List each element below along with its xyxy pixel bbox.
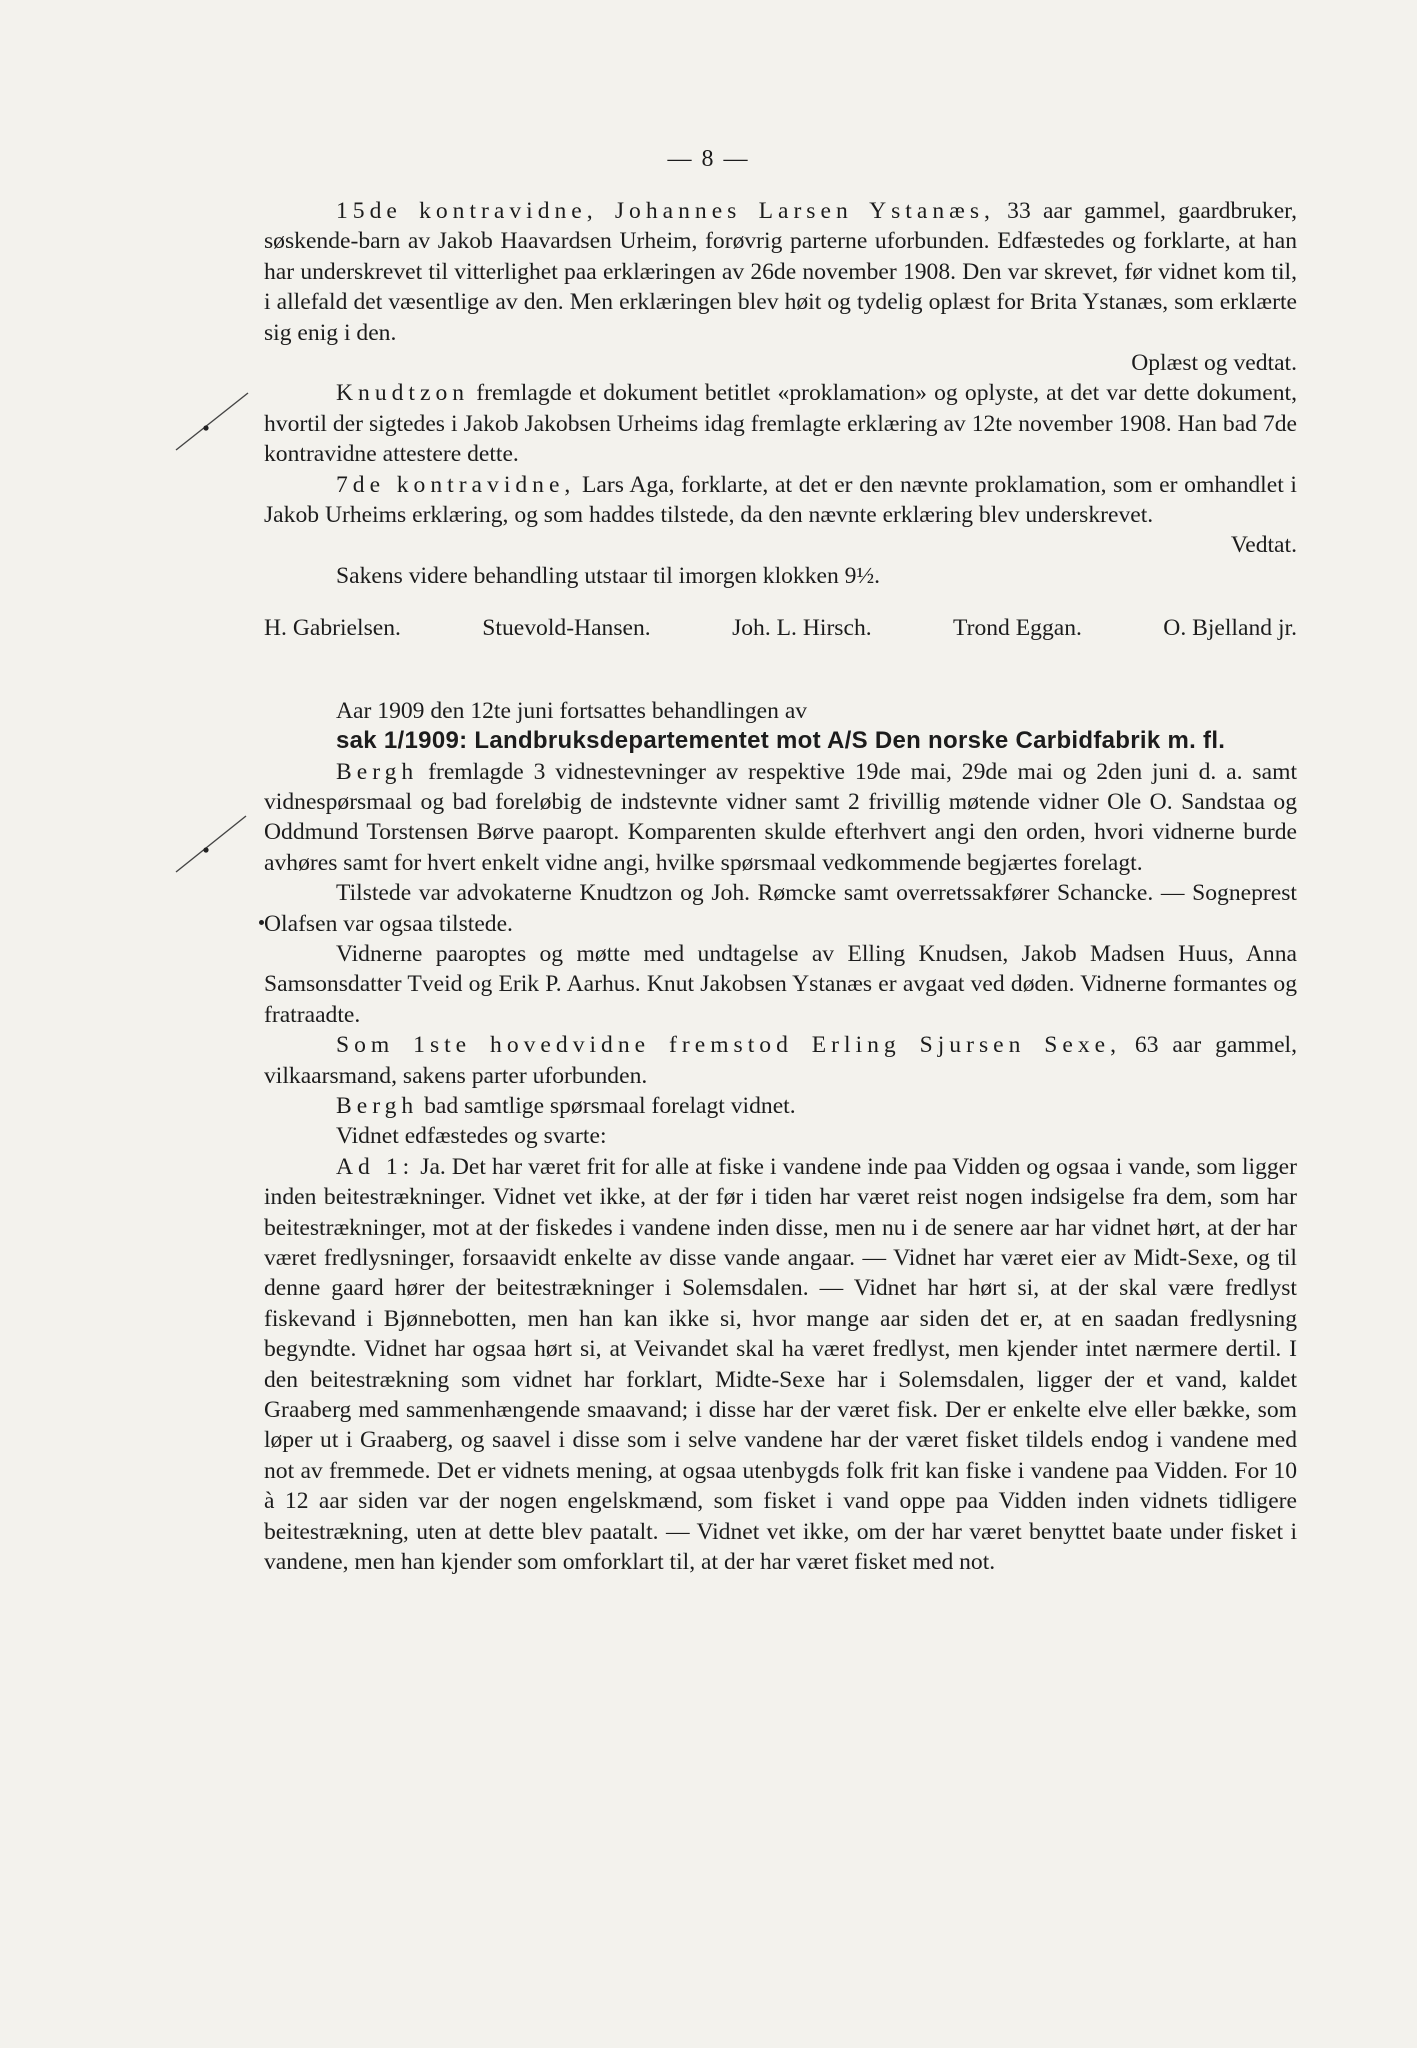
paragraph-bergh-questions [264, 1091, 1297, 1121]
bergh-questions-text: bad samtlige spørsmaal forelagt vidnet. [418, 1092, 796, 1119]
resolution-read-approved: Oplæst og vedtat. [1131, 350, 1297, 377]
bergh-lead: Bergh [336, 758, 419, 785]
main-witness-text: 63 aar gammel, vilkaarsmand, sakens parter uforbunden. [264, 1032, 1297, 1089]
signature: H. Gabrielsen. [264, 615, 401, 642]
paragraph-witness-15 [264, 196, 1297, 348]
witness-15-text: 33 aar gammel, gaardbruker, søskende-barn av Jakob Haavardsen Urheim, forøvrig parterne uforbunden. Edfæstedes og forklarte, at han har underskrevet til vitterlighet paa erklæringen av 26de november 1908. Den var skrevet, før vidnet kom til, i allefald det væsentlige av den. Men erklæringen blev høit og tydelig oplæst for Brita Ystanæs, som erklærte sig enig i den. [264, 198, 1297, 346]
paragraph-knudtzon [264, 378, 1297, 469]
main-witness-lead: Som 1ste hovedvidne fremstod Erling Sjursen Sexe, [336, 1032, 1122, 1059]
answer-1-lead: Ad 1: [336, 1153, 415, 1180]
case-title: sak 1/1909: Landbruksdepartementet mot A/S Den norske Carbidfabrik m. fl. [336, 727, 1226, 755]
signature-row [264, 613, 1297, 643]
paragraph-witness-7 [264, 470, 1297, 531]
resolution-approved: Vedtat. [1230, 532, 1297, 559]
margin-mark-2 [170, 812, 260, 878]
paragraph-witness-call: Vidnerne paaroptes og møtte med undtagelse av Elling Knudsen, Jakob Madsen Huus, Anna Samsonsdatter Tveid og Erik P. Aarhus. Knut Jakobsen Ystanæs er avgaat ved døden. Vidnerne formantes og fratraadte. [264, 940, 1297, 1028]
paragraph-attendance: Tilstede var advokaterne Knudtzon og Joh. Rømcke samt overretssakfører Schancke. — Sogneprest Olafsen var ogsaa tilstede. [264, 880, 1297, 937]
session-intro: Aar 1909 den 12te juni fortsattes behandlingen av [336, 697, 808, 724]
signature: Trond Eggan. [953, 615, 1082, 642]
signature: Joh. L. Hirsch. [732, 615, 872, 642]
paragraph-bergh-summons [264, 757, 1297, 879]
paragraph-oath: Vidnet edfæstedes og svarte: [336, 1123, 607, 1150]
witness-7-text: Lars Aga, forklarte, at det er den nævnte proklamation, som er omhandlet i Jakob Urheims erklæring, og som haddes tilstede, da den nævnte erklæring blev underskrevet. [264, 471, 1297, 529]
document-body [264, 196, 1297, 1577]
witness-15-lead: 15de kontravidne, Johannes Larsen Ystanæs, [336, 198, 995, 224]
signature: Stuevold-Hansen. [482, 615, 651, 642]
paragraph-answer-1 [264, 1152, 1297, 1578]
knudtzon-text: fremlagde et dokument betitlet «proklamation» og oplyste, at det var dette dokument, hvortil der sigtedes i Jakob Jakobsen Urheims idag fremlagte erklæring av 12te november 1908. Han bad 7de kontravidne attestere dette. [264, 380, 1297, 468]
paragraph-main-witness [264, 1030, 1297, 1091]
bergh-lead: Bergh [336, 1092, 419, 1119]
adjournment-note: Sakens videre behandling utstaar til imorgen klokken 9½. [336, 562, 881, 589]
signature: O. Bjelland jr. [1163, 615, 1297, 642]
bergh-summons-text: fremlagde 3 vidnestevninger av respektive 19de mai, 29de mai og 2den juni d. a. samt vidnespørsmaal og bad foreløbig de indstevnte vidner samt 2 frivillig møtende vidner Ole O. Sandstaa og Oddmund Torstensen Børve paaropt. Komparenten skulde efterhvert angi den orden, hvori vidnerne burde avhøres samt for hvert enkelt vidne angi, hvilke spørsmaal vedkommende begjærtes forelagt. [264, 758, 1297, 876]
page-number: — 8 — [667, 146, 750, 172]
answer-1-text: Ja. Det har været frit for alle at fiske i vandene inde paa Vidden og ogsaa i vande, som ligger inden beitestrækninger. Vidnet vet ikke, at der før i tiden har været reist nogen indsigelse fra dem, som har beitestrækninger, mot at der fiskedes i vandene inden disse, men nu i de senere aar har vidnet hørt, at der har været fredlysninger, forsaavidt enkelte av disse vande angaar. — Vidnet har været eier av Midt-Sexe, og til denne gaard hører der beitestrækninger i Solemsdalen. — Vidnet har hørt si, at der skal være fredlyst fiskevand i Bjønnebotten, men han kan ikke si, hvor mange aar siden det er, at en saadan fredlysning begyndte. Vidnet har ogsaa hørt si, at Veivandet skal ha været fredlyst, men kjender intet nærmere dertil. I den beitestrækning som vidnet har forklart, Midte-Sexe har i Solemsdalen, ligger der et vand, kaldet Graaberg med sammenhængende smaavand; i disse har der været fisk. Der er enkelte elve eller bække, som løper ut i Graaberg, og saavel i disse som i selve vandene har der været fisket tildels endog i vandene med not av fremmede. Det er vidnets mening, at ogsaa utenbygds folk frit kan fiske i vandene paa Vidden. For 10 à 12 aar siden var der nogen engelskmænd, som fisket i vand oppe paa Vidden inden vidnets tidligere beitestrækning, uten at dette blev paatalt. — Vidnet vet ikke, om der har været benyttet baate under fisket i vandene, men han kjender som omforklart til, at der har været fisket med not. [264, 1153, 1297, 1576]
knudtzon-lead: Knudtzon [336, 380, 470, 407]
margin-mark-1 [170, 388, 260, 458]
witness-7-lead: 7de kontravidne, [336, 471, 576, 498]
